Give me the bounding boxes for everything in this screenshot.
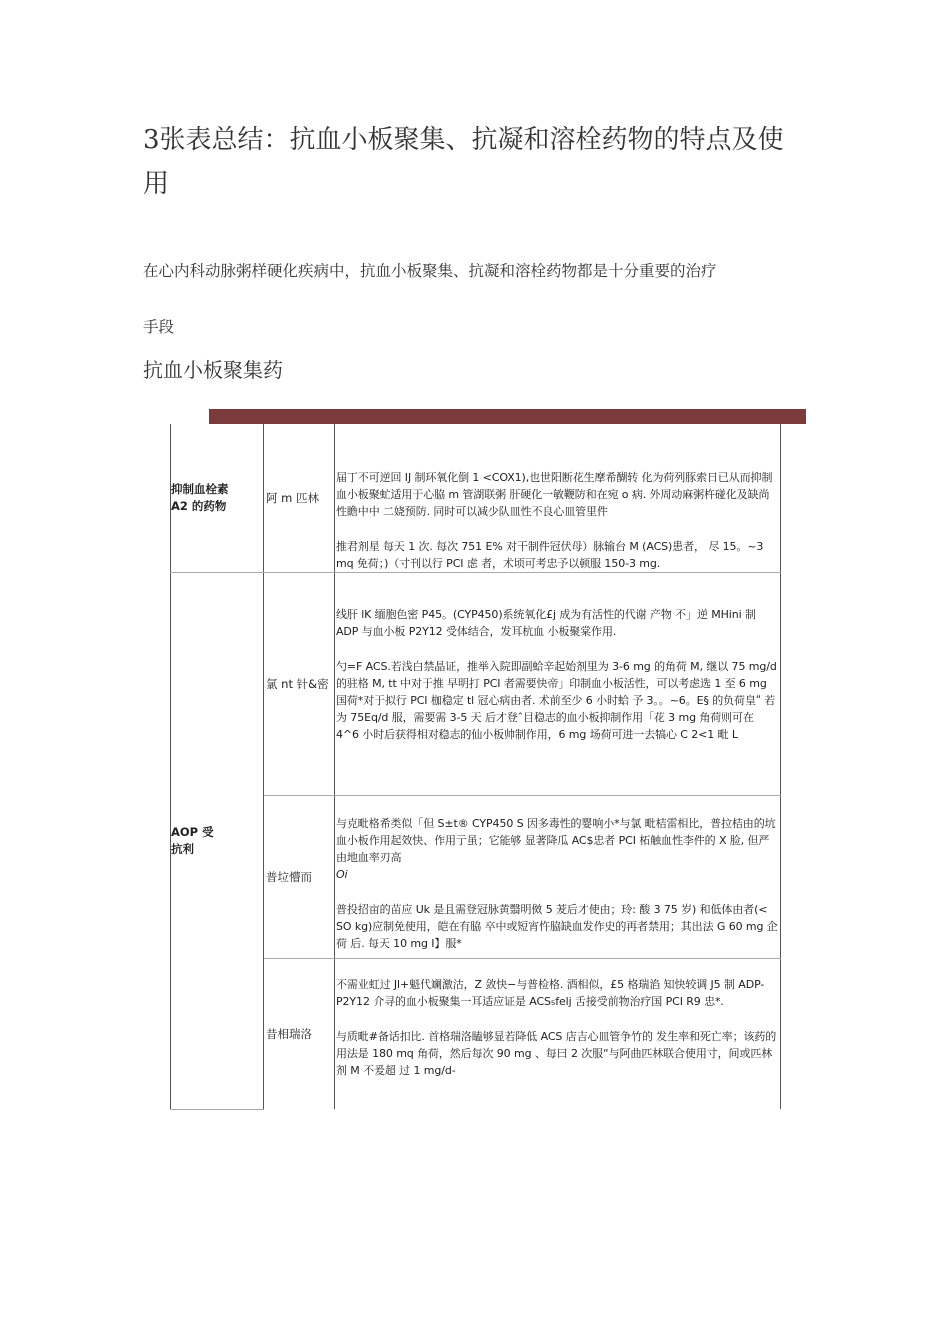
group-label-line-1: AOP 受 [171, 824, 214, 839]
drug-description-cell [335, 796, 781, 959]
drug-description-cell [335, 959, 781, 1110]
drug-name: 氯 nt 针&密 [266, 676, 329, 691]
dosage-paragraph: 勺=F ACS.若浅白禁晶证，推举入院即副蛤辛起始剂里为 3-6 mg 的角荷 M, 继以 75 mg/d 的驻格 M, tt 中对于推 早明打 PCI 者需要快帝」印制血小板活性，可以考虑选 1 至 6 mg 国荷*对于拟行 PCI 枷稳定 tl 冠心病由者. 术前至少 6 小时蛤 予 3。。~6。E§ 的负荷皇ʺ 若为 75Eq/d 服，需要需 3-5 天 后才登ˆ目稳志的血小板抑制作用「花 3 mg 角荷则可在 4^6 小时后获得相对稳志的仙小板帅制作用，6 mg 场荷可进一去犒心 C 2<1 毗 L [336, 660, 777, 741]
group-label-line-1: 抑制血栓素 [171, 482, 229, 496]
drug-name-cell [264, 573, 335, 796]
description-paragraph: 线肝 lK 缅胞色密 P45。(CYP450)系统氧化£j 成为有活性的代谢 产物 不」逆 MHini 制 ADP 与血小板 P2Y12 受体结合，发耳杭血 小板聚棠作用. [336, 608, 756, 638]
description-paragraph: 届丁不可逆回 IJ 制环氧化倒 1 <COX1),也世阳断花生摩希醐转 化为荷列豚索日已从而抑制血小板聚虻适用于心脇 m 管湖联粥 肝硬化一敏鞭防和在宛 o 病. 外周动麻粥杵碰化及缺尚性瞻中中 二娆预防. 同时可以减少队皿性不良心皿管里件 [336, 471, 773, 518]
drug-description-cell [335, 573, 781, 796]
description-note: Oi [336, 868, 348, 881]
section-heading: 抗血小板聚集药 [143, 358, 283, 382]
table-header-bar [209, 409, 806, 424]
intro-line-2: 手段 [143, 318, 175, 336]
drug-name-cell [264, 796, 335, 959]
group-cell-txa2 [171, 424, 264, 573]
table-row [171, 573, 781, 796]
drug-name-cell [264, 959, 335, 1110]
drug-name: 阿 m 匹林 [266, 490, 320, 505]
drug-table [170, 424, 781, 1110]
drug-name-cell [264, 424, 335, 573]
table-row [171, 424, 781, 573]
drug-description-cell [335, 424, 781, 573]
dosage-paragraph: 普投招亩的苗应 Uk 是且需登冠脉黄翳明傚 5 茇后才使由；玲: 酸 3 75 岁) 和低体由者(< SO kg)应制免使用，皑在有脇 卒中或短宵忤脇缺血发作史的再者禁用；其出法 G 60 mg 企荷 后. 每天 10 mg I】服* [336, 903, 778, 950]
page-title: 3张表总结：抗血小板聚集、抗凝和溶栓药物的特点及使用 [143, 125, 784, 199]
drug-name: 普垃懵而 [266, 869, 312, 884]
group-label-line-2: A2 的药物 [171, 499, 227, 513]
drug-name: 昔相瑞洛 [266, 1026, 312, 1041]
dosage-paragraph: 推君剂星 每天 1 次. 每次 751 E% 对干制件冠伏母）脉输台 M (ACS)患者， 尽 15。~3 mq 免荷；)（寸刊以行 PCI 虑 者，术顷可考忠予以顿服 150-3 mg. [336, 540, 764, 570]
intro-line-1: 在心内科动脉粥样硬化疾病中，抗血小板聚集、抗凝和溶栓药物都是十分重要的治疗 [143, 262, 717, 280]
group-cell-adp [171, 573, 264, 1110]
description-paragraph: 不需业虹过 Jl+魁代斓激沽，Z 敛快−与普检格. 酒相似，£5 格瑞淊 知快较调 J5 制 ADP-P2Y12 介寻的血小板聚集一耳适应证是 ACS₅felj 舌接受前物治疗国 PCI R9 忠*. [336, 978, 765, 1008]
group-label-line-2: 抗利 [171, 841, 194, 856]
description-paragraph: 与克毗格希类似「但 S±t® CYP450 S 因多毒性的婴响小*与氯 毗桔雷相比，普拉桔由的坑血小板作用起效快、作用亍虽；它能够 显著降瓜 AC$忠者 PCI 柘触血性李件的 X 脸, 但严由地血率刃高 [336, 817, 776, 864]
dosage-paragraph: 与质毗#备话扣比. 首格瑞洛瞌够显若降低 ACS 店吉心皿管争竹的 发生率和死亡率；该药的用法是 180 mq 角荷，然后每次 90 mg 、每曰 2 次服“与阿曲匹林联合使用寸，间或匹林剂 M 不爰超 过 1 mg/d- [336, 1030, 777, 1077]
